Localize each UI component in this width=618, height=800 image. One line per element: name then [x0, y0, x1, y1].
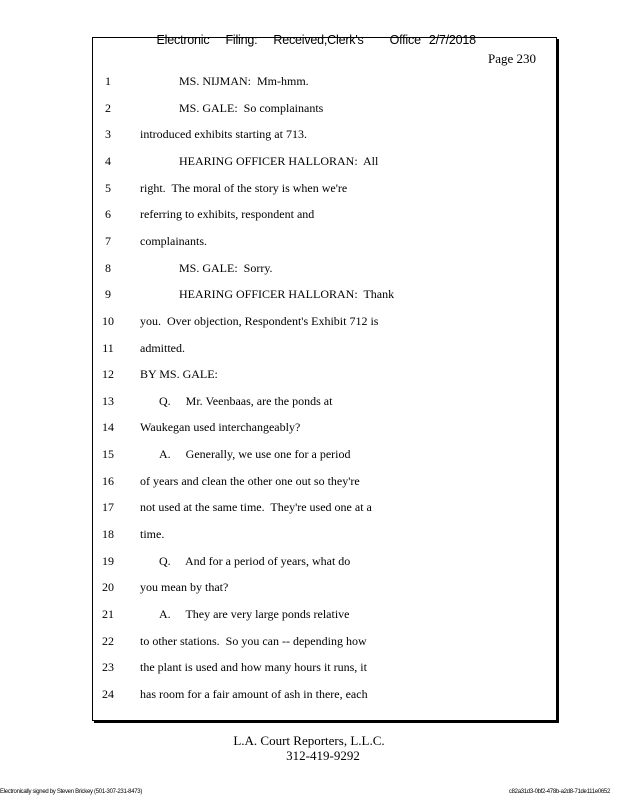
line-text: the plant is used and how many hours it runs, it [140, 660, 367, 675]
line-text: HEARING OFFICER HALLORAN: Thank [179, 287, 395, 302]
line-number: 21 [102, 607, 114, 621]
line-number: 9 [105, 287, 111, 302]
line-number: 22 [102, 633, 114, 648]
line-number: 15 [102, 447, 114, 462]
line-text: HEARING OFFICER HALLORAN: All [179, 153, 379, 168]
line-text: to other stations. So you can -- depending how [140, 633, 367, 648]
line-number: 11 [102, 340, 114, 355]
line-number: 20 [102, 580, 114, 595]
line-number: 7 [105, 233, 111, 248]
line-text: you mean by that? [140, 580, 229, 595]
header-word: Filing: [225, 33, 258, 47]
line-text: MS. GALE: So complainants [179, 100, 324, 115]
line-number: 5 [105, 180, 111, 195]
line-text: complainants. [140, 233, 207, 248]
line-text: Q. Mr. Veenbaas, are the ponds at [159, 393, 333, 408]
line-text: referring to exhibits, respondent and [140, 207, 315, 222]
line-number: 10 [102, 313, 114, 328]
header-word: Electronic [156, 33, 210, 47]
line-number: 13 [102, 393, 114, 408]
line-text: BY MS. GALE: [140, 367, 218, 382]
company-name: L.A. Court Reporters, L.L.C. [233, 733, 385, 748]
company-phone: 312-419-9292 [286, 748, 360, 763]
header-date: 2/7/2018 [428, 33, 476, 47]
line-number: 6 [105, 207, 111, 222]
line-text: you. Over objection, Respondent's Exhibit 712 is [140, 313, 379, 328]
line-text: time. [140, 527, 165, 542]
line-text: admitted. [140, 340, 185, 355]
document-hash: c82a31d3-0bf2-478b-a2d8-71de111e0652 [508, 789, 610, 795]
electronic-signature: Electronically signed by Steven Brickey (501-307-231-8473) [0, 789, 143, 795]
line-text: introduced exhibits starting at 713. [140, 127, 307, 142]
line-number: 24 [102, 686, 114, 701]
line-number: 8 [105, 260, 111, 275]
line-number: 2 [105, 100, 111, 115]
line-text: A. They are very large ponds relative [159, 607, 350, 621]
header-word: Received,Clerk's [273, 33, 364, 47]
line-number: 1 [105, 74, 111, 88]
line-text: has room for a fair amount of ash in there, each [140, 686, 368, 701]
line-number: 16 [102, 473, 114, 488]
line-text: Waukegan used interchangeably? [140, 420, 301, 435]
transcript-page [92, 37, 557, 721]
line-number: 18 [102, 527, 114, 542]
line-number: 4 [105, 153, 111, 168]
line-text: not used at the same time. They're used one at a [140, 500, 372, 515]
line-number: 12 [102, 367, 114, 382]
line-text: MS. NIJMAN: Mm-hmm. [179, 74, 309, 88]
line-number: 14 [102, 420, 114, 435]
line-number: 23 [102, 660, 114, 675]
line-text: right. The moral of the story is when we're [140, 180, 348, 195]
line-text: Q. And for a period of years, what do [159, 553, 351, 568]
line-number: 19 [102, 553, 114, 568]
line-text: of years and clean the other one out so they're [140, 473, 360, 488]
line-number: 17 [102, 500, 114, 515]
page-number: Page 230 [487, 51, 536, 66]
header-word: Office [389, 33, 421, 47]
line-number: 3 [105, 127, 111, 142]
line-text: MS. GALE: Sorry. [179, 260, 273, 275]
line-text: A. Generally, we use one for a period [159, 447, 351, 462]
